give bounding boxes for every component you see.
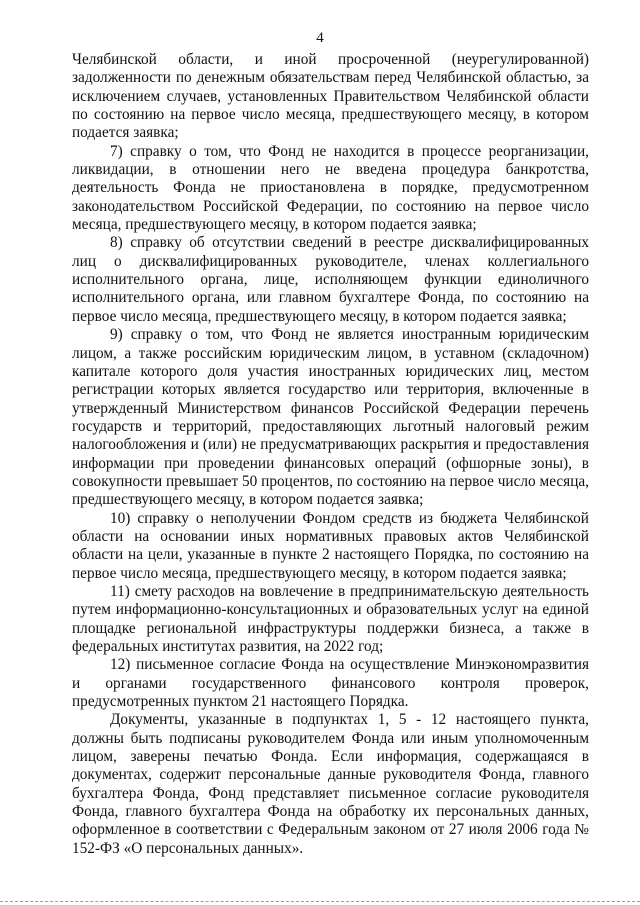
document-body [72, 51, 589, 858]
paragraph-item-7: 7) справку о том, что Фонд не находится в процессе реорганизации, ликвидации, в отношении него не введена процедура банкротства, деятельность Фонда не приостановлена в порядке, предусмотренном законодательством Российской Федерации, по состоянию на первое число месяца, предшествующего месяцу, в котором подается заявка; [72, 142, 589, 234]
paragraph-item-9: 9) справку о том, что Фонд не является иностранным юридическим лицом, а также российским юридическим лицом, в уставном (складочном) капитале которого доля участия иностранных юридических лиц, местом регистрации которых является государство или территория, включенные в утвержденный Министерством финансов Российской Федерации перечень государств и территорий, предоставляющих льготный налоговый режим налогообложения и (или) не предусматривающих раскрытия и предоставления информации при проведении финансовых операций (офшорные зоны), в совокупности превышает 50 процентов, по состоянию на первое число месяца, предшествующего месяцу, в котором подается заявка; [72, 326, 589, 509]
scan-edge-line [0, 901, 640, 902]
paragraph-continuation: Челябинской области, и иной просроченной (неурегулированной) задолженности по денежным обязательствам перед Челябинской областью, за исключением случаев, установленных Правительством Челябинской области по состоянию на первое число месяца, предшествующего месяцу, в котором подается заявка; [72, 51, 589, 142]
paragraph-item-8: 8) справку об отсутствии сведений в реестре дисквалифицированных лиц о дисквалифицированных руководителе, членах коллегиального исполнительного органа, лице, исполняющем функции единоличного исполнительного органа, или главном бухгалтере Фонда, по состоянию на первое число месяца, предшествующего месяцу, в котором подается заявка; [72, 234, 589, 325]
paragraph-item-12: 12) письменное согласие Фонда на осуществление Минэкономразвития и органами государственного финансового контроля проверок, предусмотренных пунктом 21 настоящего Порядка. [72, 656, 589, 711]
page-number: 4 [316, 30, 324, 46]
paragraph-item-11: 11) смету расходов на вовлечение в предпринимательскую деятельность путем информационно-консультационных и образовательных услуг на единой площадке региональной инфраструктуры поддержки бизнеса, а также в федеральных институтах развития, на 2022 год; [72, 582, 589, 655]
paragraph-item-10: 10) справку о неполучении Фондом средств из бюджета Челябинской области на основании иных нормативных правовых актов Челябинской области на цели, указанные в пункте 2 настоящего Порядка, по состоянию на первое число месяца, предшествующего месяцу, в котором подается заявка; [72, 509, 589, 582]
paragraph-closing: Документы, указанные в подпунктах 1, 5 - 12 настоящего пункта, должны быть подписаны руководителем Фонда или иным уполномоченным лицом, заверены печатью Фонда. Если информация, содержащаяся в документах, содержит персональные данные руководителя Фонда, главного бухгалтера Фонда, Фонд представляет письменное согласие руководителя Фонда, главного бухгалтера Фонда на обработку их персональных данных, оформленное в соответствии с Федеральным законом от 27 июля 2006 года № 152-ФЗ «О персональных данных». [72, 711, 589, 857]
